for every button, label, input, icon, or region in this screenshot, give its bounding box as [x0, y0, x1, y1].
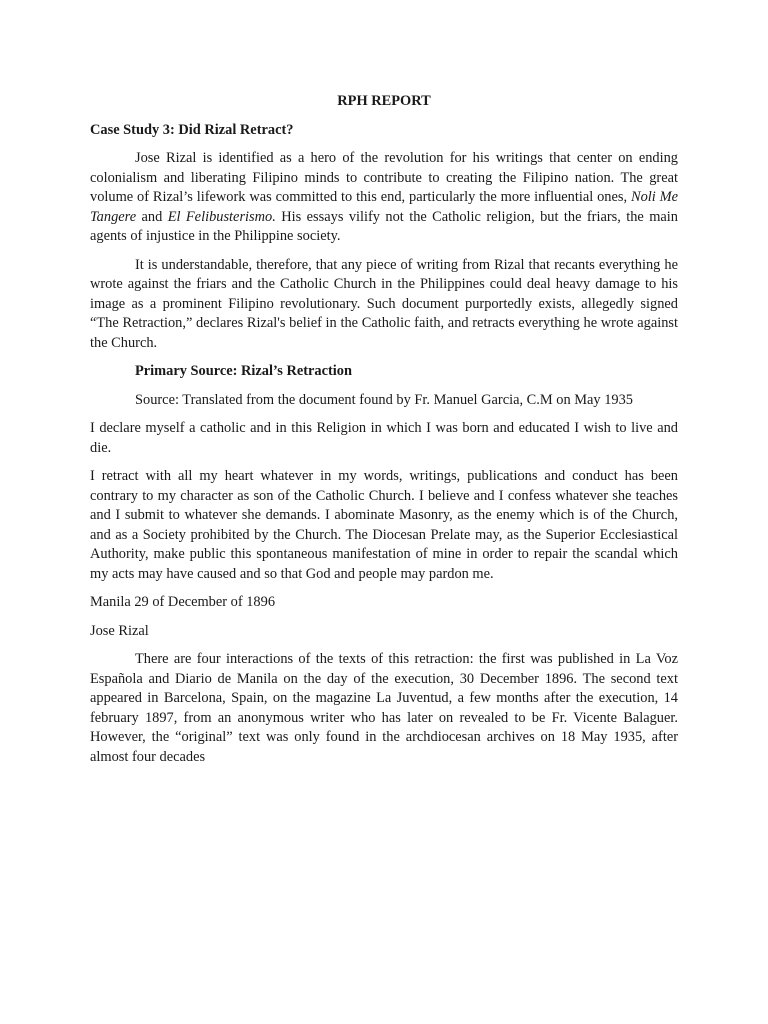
paragraph-retraction: I retract with all my heart whatever in my words, writings, publications and conduct has been contrary to my character as son of the Catholic Church. I believe and I confess whatever she teaches and I submit to whatever she demands. I abominate Masonry, as the enemy which is of the Church, and as a Society prohibited by the Church. The Diocesan Prelate may, as the Superior Ecclesiastical Authority, make public this spontaneous manifestation of mine in order to repair the scandal which my acts may have caused and so that God and people may pardon me. — [90, 468, 678, 582]
paragraph-intro — [90, 149, 678, 247]
paragraph-intro-and: and — [136, 208, 168, 225]
title-noli-me-tangere: Noli Me Tangere — [90, 189, 679, 225]
title-el-felibusterismo: El Felibusterismo. — [167, 208, 276, 225]
signature-line: Jose Rizal — [90, 622, 149, 639]
primary-source-heading: Primary Source: Rizal’s Retraction — [135, 363, 352, 379]
paragraph-intro-text-2: His essays vilify not the Catholic religion, but the friars, the main agents of injustice in the Philippine society. — [90, 208, 678, 244]
document-page — [90, 92, 678, 776]
paragraph-intro-text-1: Jose Rizal is identified as a hero of the revolution for his writings that center on ending colonialism and liberating Filipino minds to contribute to creating the Filipino nation. The great volume of Rizal’s lifework was committed to this end, particularly the more influential ones, — [90, 150, 678, 205]
document-title: RPH REPORT — [337, 93, 431, 109]
date-line: Manila 29 of December of 1896 — [90, 594, 276, 610]
paragraph-declaration: I declare myself a catholic and in this Religion in which I was born and educated I wish to live and die. — [90, 420, 678, 456]
case-study-heading: Case Study 3: Did Rizal Retract? — [90, 121, 294, 138]
paragraph-interactions: There are four interactions of the texts of this retraction: the first was published in La Voz Española and Diario de Manila on the day of the execution, 30 December 1896. The second text appeared in Barcelona, Spain, on the magazine La Juventud, a few months after the execution, 14 february 1897, from an anonymous writer who has later on revealed to be Fr. Vicente Balaguer. However, the “original” text was only found in the archdiocesan archives on 18 May 1935, after almost four decades — [90, 651, 678, 765]
paragraph-understandable: It is understandable, therefore, that any piece of writing from Rizal that recants everything he wrote against the friars and the Catholic Church in the Philippines could deal heavy damage to his image as a prominent Filipino revolutionary. Such document purportedly exists, allegedly signed “The Retraction,” declares Rizal's belief in the Catholic faith, and retracts everything he wrote against the Church. — [90, 256, 678, 351]
source-line: Source: Translated from the document found by Fr. Manuel Garcia, C.M on May 1935 — [135, 391, 634, 408]
